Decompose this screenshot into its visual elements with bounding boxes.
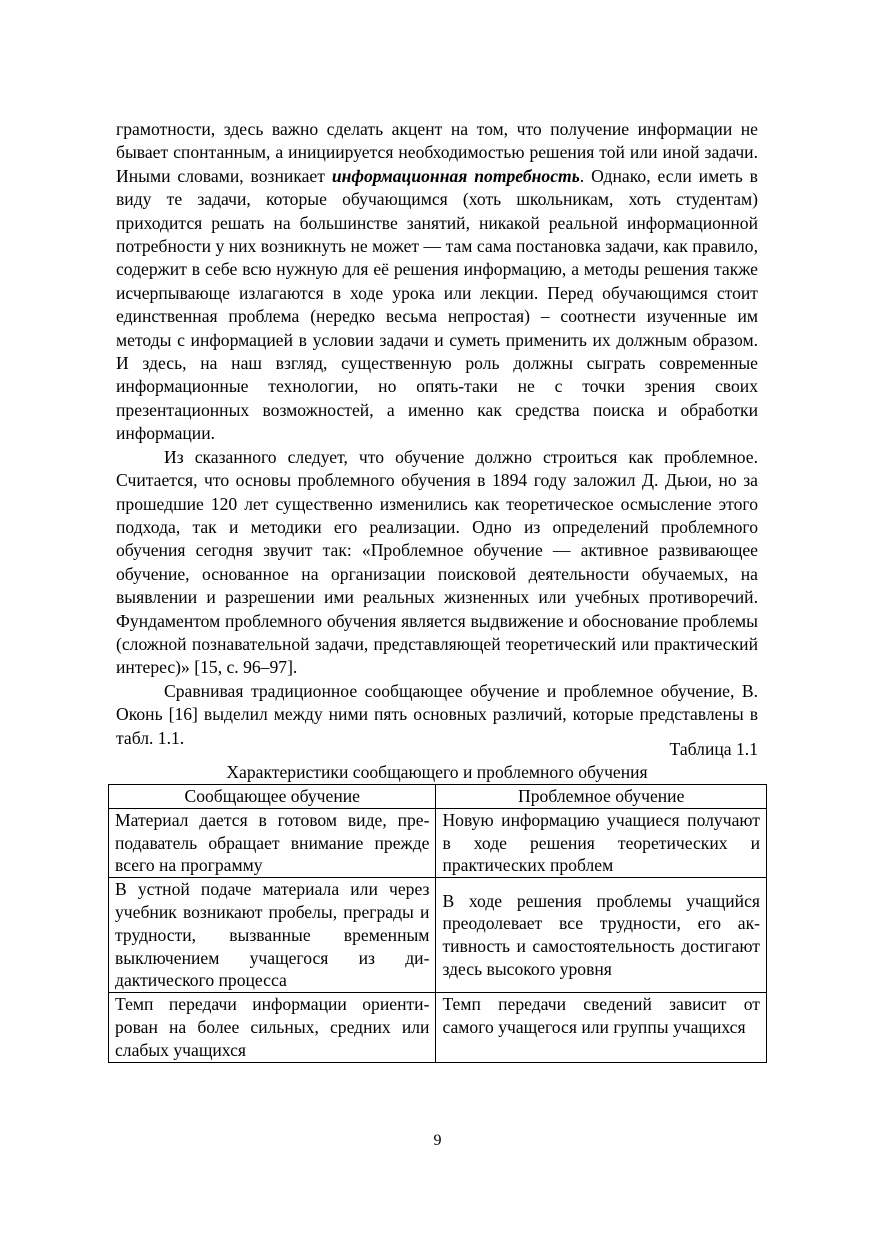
paragraph-2: Из сказанного следует, что обучение должно строиться как проблемное. Считается, что основы проблемного обучения в 1894 году заложил Д. Дьюи, но за прошедшие 120 лет существенно изменились как теоретическое осмысление этого подхода, так и методики его реализации. Одно из определений проблемного обучения сегодня звучит так: «Проблемное обучение — активное развивающее обучение, основанное на организации поисковой деятельности обучаемых, на выявлении и разрешении ими реальных жизненных или учебных противоречий. Фундаментом проблемного обучения является выдвижение и обоснование проблемы (сложной познавательной задачи, представляющей теоретический или практический интерес)» [15, с. 96–97]. bbox=[116, 446, 758, 678]
page-number: 9 bbox=[433, 1132, 442, 1149]
column-header: Проблемное обучение bbox=[436, 785, 767, 809]
paragraph-1-text-start: грамотности, здесь важно сделать акцент на том, что получение информации не бывает спонтанным, а инициируется необходимостью решения той или иной задачи. Иными словами, возникает bbox=[116, 119, 758, 186]
table-label: Таблица 1.1 bbox=[669, 739, 758, 759]
table-cell: Материал дается в готовом виде, преподаватель обращает внимание прежде всего на программу bbox=[109, 808, 436, 877]
paragraph-3: Сравнивая традиционное сообщающее обучение и проблемное обучение, В. Оконь [16] выделил между ними пять основных различий, которые представлены в табл. 1.1. bbox=[116, 680, 758, 748]
table-row bbox=[109, 808, 767, 877]
table-row bbox=[109, 878, 767, 993]
table-header-row bbox=[109, 785, 767, 809]
body-text bbox=[116, 118, 758, 750]
table-row bbox=[109, 993, 767, 1062]
paragraph-1-text-end: . Однако, если иметь в виду те задачи, которые обучающимся (хоть школьникам, хоть студентам) приходится решать на большинстве занятий, никакой реальной информационной потребности у них возникнуть не может — там сама постановка задачи, как правило, содержит в себе всю нужную для её решения информацию, а методы решения также исчерпывающе излагаются в ходе урока или лекции. Перед обучающимся стоит единственная проблема (нередко весьма непростая) – соотнести изученные им методы с информацией в условии задачи и суметь применить их должным образом. И здесь, на наш взгляд, существенную роль должны сыграть современные информационные технологии, но опять-таки не с точки зрения своих презентационных возможностей, а именно как средства поиска и обработки информации. bbox=[116, 165, 758, 444]
table-cell: В ходе решения проблемы учащийся преодолевает все трудности, его активность и самостоятельность достигают здесь высокого уровня bbox=[436, 878, 767, 993]
table-cell: Темп передачи сведений зависит от самого учащегося или группы учащихся bbox=[436, 993, 767, 1062]
table-cell: В устной подаче материала или через учебник возникают пробелы, преграды и трудности, вызванные временным выключением учащегося из дидактического процесса bbox=[109, 878, 436, 993]
column-header: Сообщающее обучение bbox=[109, 785, 436, 809]
paragraph-1 bbox=[116, 118, 758, 446]
table-cell: Темп передачи информации ориентирован на более сильных, средних или слабых учащихся bbox=[109, 993, 436, 1062]
table-cell: Новую информацию учащиеся получают в ходе решения теоретических и практических проблем bbox=[436, 808, 767, 877]
table-title: Характеристики сообщающего и проблемного обучения bbox=[226, 762, 648, 782]
comparison-table bbox=[108, 784, 767, 1063]
emphasized-term: информационная потребность bbox=[331, 165, 580, 186]
